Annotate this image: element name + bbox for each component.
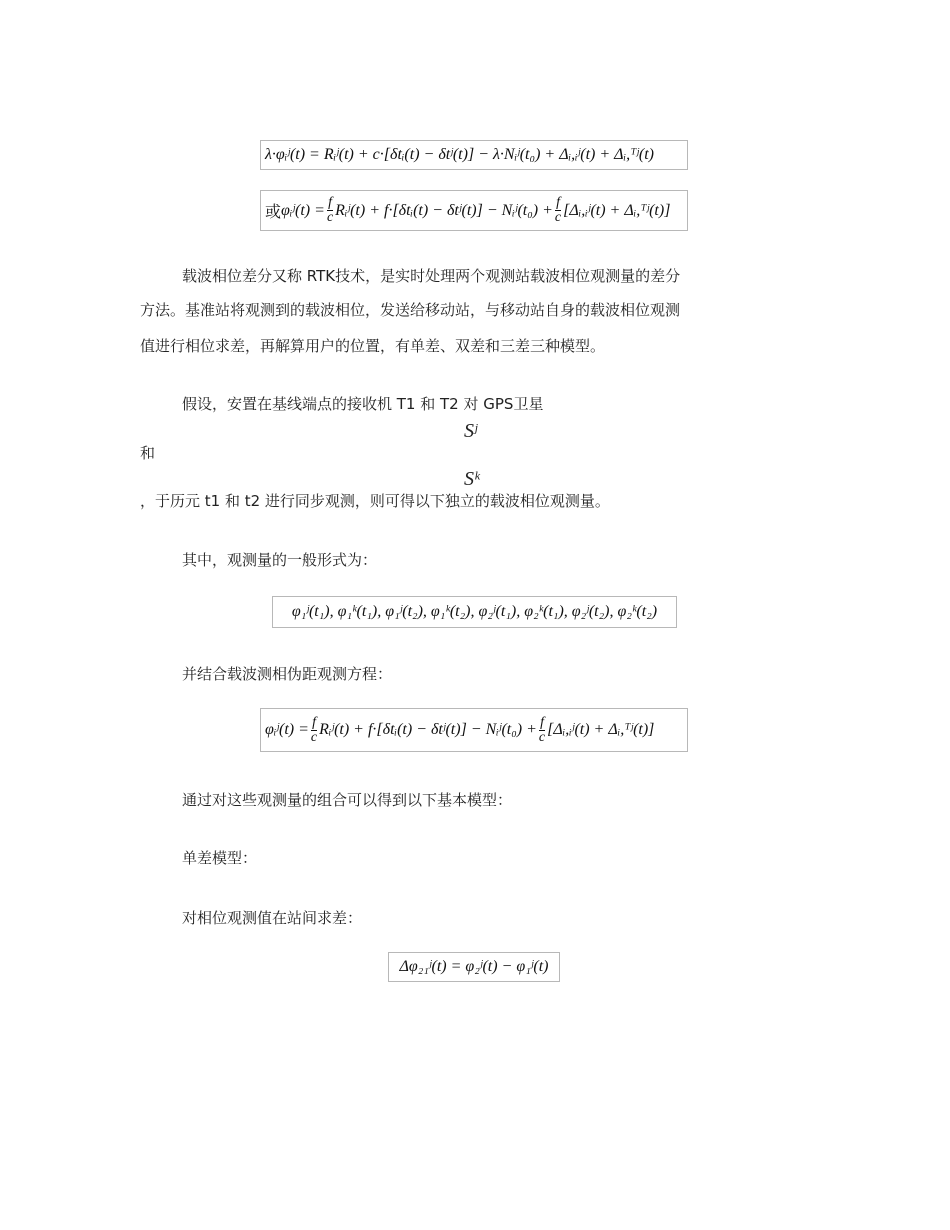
- equation-term: φᵢʲ(t) =: [281, 201, 325, 219]
- fraction-f-over-c: [311, 716, 317, 745]
- equation-single-difference: [388, 952, 560, 982]
- paragraph-assumption-line3: ，于历元 t1 和 t2 进行同步观测，则可得以下独立的载波相位观测量。: [140, 492, 610, 510]
- equation-carrier-phase-range: [260, 140, 688, 170]
- equation-term: φᵢʲ(t) =: [265, 721, 309, 738]
- equation-term: [Δᵢ,ᵢʲ(t) + Δᵢ,ᵀʲ(t)]: [547, 721, 655, 738]
- paragraph-rtk-line3: 值进行相位求差，再解算用户的位置，有单差、双差和三差三种模型。: [140, 337, 606, 355]
- equation-term: Rᵢʲ(t) + f·[δtᵢ(t) − δtʲ(t)] − Nᵢʲ(t₀) +: [319, 721, 537, 738]
- fraction-f-over-c: [539, 716, 545, 745]
- fraction-numerator: f: [312, 714, 316, 730]
- paragraph-station-difference: 对相位观测值在站间求差：: [182, 909, 363, 927]
- paragraph-rtk-line1: 载波相位差分又称 RTK技术，是实时处理两个观测站载波相位观测量的差分: [182, 267, 681, 285]
- heading-single-difference: 单差模型：: [182, 849, 258, 867]
- equation-carrier-phase-observation: [260, 708, 688, 752]
- equation-term: [Δᵢ,ᵢʲ(t) + Δᵢ,ᵀʲ(t)]: [563, 201, 671, 219]
- satellite-symbol-k: Sᵏ: [464, 468, 480, 490]
- fraction-denominator: c: [310, 729, 318, 745]
- equation-carrier-phase-cycles: [260, 190, 688, 231]
- fraction-numerator: f: [328, 195, 332, 210]
- equation-text: λ·φᵢʲ(t) = Rᵢʲ(t) + c·[δtᵢ(t) − δtʲ(t)] − λ·Nᵢʲ(t₀) + Δᵢ,ᵢʲ(t) + Δᵢ,ᵀʲ(t): [265, 146, 655, 163]
- paragraph-combined-equation: 并结合载波测相伪距观测方程：: [182, 665, 393, 683]
- satellite-symbol-j: Sʲ: [464, 420, 478, 442]
- equation-text: Δφ₂₁ʲ(t) = φ₂ʲ(t) − φ₁ʲ(t): [399, 958, 549, 975]
- paragraph-general-form: 其中，观测量的一般形式为：: [182, 551, 378, 569]
- paragraph-rtk-line2: 方法。基准站将观测到的载波相位，发送给移动站，与移动站自身的载波相位观测: [140, 301, 681, 319]
- fraction-f-over-c: [555, 196, 561, 225]
- equation-text: φ₁ʲ(t₁), φ₁ᵏ(t₁), φ₁ʲ(t₂), φ₁ᵏ(t₂), φ₂ʲ(t₁), φ₂ᵏ(t₁), φ₂ʲ(t₂), φ₂ᵏ(t₂): [291, 603, 658, 620]
- fraction-f-over-c: [327, 196, 333, 225]
- paragraph-assumption-line1: 假设，安置在基线端点的接收机 T1 和 T2 对 GPS卫星: [182, 395, 544, 413]
- fraction-denominator: c: [538, 729, 546, 745]
- fraction-numerator: f: [540, 714, 544, 730]
- fraction-denominator: c: [326, 210, 334, 225]
- fraction-denominator: c: [554, 210, 562, 225]
- paragraph-assumption-and: 和: [140, 444, 156, 462]
- equation-prefix: 或: [265, 204, 282, 221]
- equation-term: Rᵢʲ(t) + f·[δtᵢ(t) − δtʲ(t)] − Nᵢʲ(t₀) +: [335, 201, 553, 219]
- paragraph-basic-models: 通过对这些观测量的组合可以得到以下基本模型：: [182, 791, 513, 809]
- fraction-numerator: f: [556, 195, 560, 210]
- equation-observables: [272, 596, 677, 628]
